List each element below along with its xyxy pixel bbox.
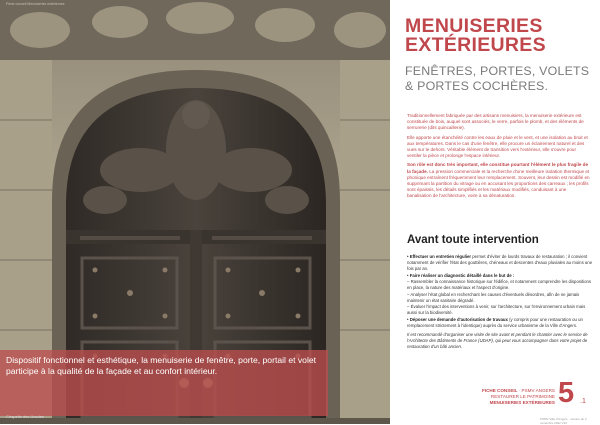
recommendation-note: Il est recommandé d'organiser une visite de site avant et pendant le chantier avec le service de l'Architecte des Bâtiments de France (UDAP), qui peut vous accompagner dans votre projet de restauration d'un bâti ancien. [407, 331, 588, 349]
bullet-maintenance [407, 254, 593, 272]
subtitle-line-1: FENÊTRES, PORTES, VOLETS [405, 64, 590, 78]
diagnostic-item-3: – Évaluer l'impact des interventions à venir, sur l'architecture, sur l'environnement urbain mais aussi sur la biodiversité. [407, 304, 586, 316]
sheet-number: 5 [558, 377, 575, 409]
diagnostic-item-1: – Rassembler la connaissance historique sur l'édifice, et notamment comprendre les dispositions en place, la nature des matériaux et l'aspect d'origine. [407, 279, 592, 291]
footer-version: PSMV Ville d'Angers · version du 4 novembre 2022 V10 [540, 417, 587, 425]
diagnostic-item-2: – Analyser l'état global en recherchant les causes d'éventuels désordres, afin de ne jamais maintenir un état sanitaire dégradé. [407, 291, 580, 303]
bullet-diagnostic [407, 273, 593, 279]
bullet-maintenance-rest: permet d'éviter de lourds travaux de restauration ; il convient notamment de vérifier l'état des gouttières, chéneaux et descentes d'eaux pluviales au moins une fois par an. [407, 254, 593, 271]
section-body [407, 254, 593, 350]
photo-top-note: Fiche conseil Menuiseries extérieures [6, 2, 65, 6]
bullet-authorisation-rest: (y compris pour une restauration ou un remplacement strictement à l'identique) auprès du service urbanisme de la Ville d'Angers. [407, 317, 583, 328]
section-title: Avant toute intervention [407, 234, 539, 246]
footer-topic: MENUISERIES EXTÉRIEURES [489, 399, 555, 405]
photo-credit: Chapelle des Ursules [6, 414, 45, 419]
intro-paragraph-3 [407, 162, 591, 199]
bullet-authorisation [407, 317, 593, 329]
photo-caption: Dispositif fonctionnel et esthétique, la menuiserie de fenêtre, porte, portail et volet participe à la qualité de la façade et au confort intérieur. [0, 350, 328, 416]
intro-paragraph-3-bold: Son rôle est donc très important, elle constitue pourtant l'élément le plus fragile de la façade. [407, 162, 589, 174]
footer-block [405, 388, 555, 405]
footer-series: RESTAURER LE PATRIMOINE [490, 393, 555, 399]
intro-text [407, 113, 591, 203]
intro-paragraph-1: Traditionnellement fabriquée par des artisans menuisiers, la menuiserie extérieure est constituée de bois, auquel sont associés, le verre, parfois le plomb, et des éléments de serrurerie (dits quincaillerie). [407, 113, 584, 131]
page-subtitle [405, 64, 589, 94]
bullet-maintenance-bold: • Effectuer un entretien régulier [407, 254, 472, 259]
bullet-authorisation-bold: • Déposer une demande d'autorisation de travaux [407, 317, 508, 323]
footer-psmv: · PSMV ANGERS [517, 388, 555, 393]
page-title [405, 17, 546, 55]
title-line-1: MENUISERIES [405, 15, 543, 37]
footer-label [482, 388, 555, 393]
bullet-diagnostic-bold: • Faire réaliser un diagnostic détaillé dans le but de : [407, 272, 515, 278]
text-column [405, 0, 595, 424]
subtitle-line-2: & PORTES COCHÈRES. [405, 79, 549, 93]
intro-paragraph-3-rest: La pression commerciale et la recherche d'une meilleure isolation thermique et phonique entraînent fréquemment leur remplacement. Souvent, leur dessin est modifié en supprimant la partition du vitrage ou en accusant les proportions des carreaux ; les profils sont épaissis, les détails simplifiés et les matériaux modifiés, conduisant à une banalisation de l'architecture, voire à sa dénaturation. [407, 168, 590, 199]
sheet-subnumber: .1 [580, 398, 586, 405]
title-line-2: EXTÉRIEURES [405, 34, 546, 56]
intro-paragraph-2: Elle apporte une étanchéité contre les eaux de pluie et le vent, et une isolation au bruit et aux températures. Dans le cas d'une fenêtre, elle procure un éclairement naturel et des vues sur le dehors. Véritable élément de transition vers l'extérieur, elle s'ouvre pour ventiler la pièce et prolonge l'espace intérieur. [407, 134, 588, 159]
footer-fiche-conseil: FICHE CONSEIL [481, 388, 518, 393]
